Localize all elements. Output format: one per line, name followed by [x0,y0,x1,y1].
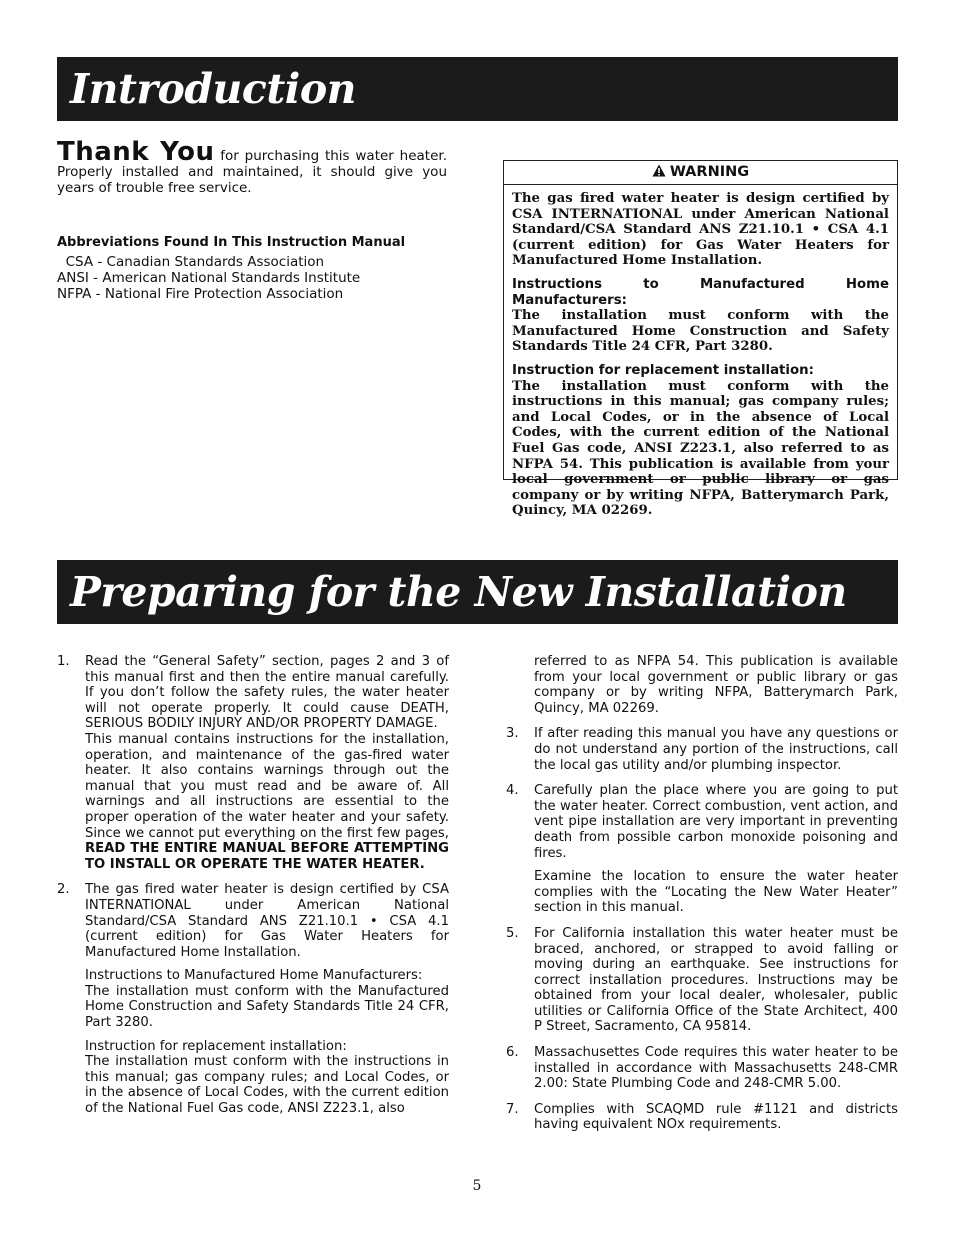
bold-instruction: READ THE ENTIRE MANUAL BEFORE ATTEMPTING TO INSTALL OR OPERATE THE WATER HEATER. [85,841,449,872]
warning-subheading: Instructions to Manufactured Home Manufacturers: [512,276,889,308]
preparing-heading: Preparing for the New Installation [57,560,898,624]
thank-you-paragraph [57,137,447,196]
list-item [506,926,898,1035]
intro-section [57,137,447,302]
warning-paragraph [512,363,889,519]
right-column [506,654,898,1143]
introduction-heading: Introduction [57,57,898,121]
item-number: 6. [506,1045,519,1061]
item-text: Massachusettes Code requires this water heater to be installed in accordance with Massachusetts 248-CMR 2.00: State Plumbing Code and 248-CMR 5.00. [534,1045,898,1092]
warning-title [504,161,897,185]
page-number: 5 [472,1178,482,1194]
item-text: Instructions to Manufactured Home Manufacturers: The installation must conform with the Manufactured Home Construction and Safety Standards Title 24 CFR, Part 3280. [85,968,449,1031]
list-item [506,1102,898,1133]
item-text: Instruction for replacement installation: The installation must conform with the instructions in this manual; gas company rules; and Local Codes, or in the absence of Local Codes, with the current edition of the National Fuel Gas code, ANSI Z223.1, also [85,1038,449,1117]
warning-text: The installation must conform with the Manufactured Home Construction and Safety Standards Title 24 CFR, Part 3280. [512,308,889,355]
item-text: Read the “General Safety” section, pages 2 and 3 of this manual first and then the entire manual carefully. If you don’t follow the safety rules, the water heater will not operate properly. It could cause DEATH, SERIOUS BODILY INJURY AND/OR PROPERTY DAMAGE. [85,654,449,732]
item-text: This manual contains instructions for the installation, operation, and maintenance of the gas-fired water heater. It also contains warnings through out the manual that you must read and be aware of. All warnings and all instructions are essential to the proper operation of the water heater and your safety. Since we cannot put everything on the first few pages, READ THE ENTIRE MANUAL BEFORE ATTEMPTING TO INSTALL OR OPERATE THE WATER HEATER. [85,731,449,872]
abbreviation-item: CSA - Canadian Standards Association [57,254,325,270]
warning-text: The installation must conform with the instructions in this manual; gas company rules; and Local Codes, or in the absence of Local Codes, with the current edition of the National Fuel Gas code, ANSI Z223.1, also referred to as NFPA 54. This publication is available from your local government or public library or gas company or by writing NFPA, Batterymarch Park, Quincy, MA 02269. [512,378,889,519]
warning-box [503,160,898,519]
warning-paragraph [512,277,889,355]
item-text: For California installation this water heater must be braced, anchored, or strapped to avoid falling or moving during an earthquake. See instructions for correct installation procedures. Instructions may be obtained from your local dealer, wholesaler, public utilities or California Office of the State Architect, 400 P Street, Sacramento, CA 95814. [534,925,898,1035]
warning-title-text: WARNING [669,164,750,180]
item-number: 5. [506,925,519,941]
left-column [57,654,449,1127]
warning-paragraph: The gas fired water heater is design certified by CSA INTERNATIONAL under American National Standard/CSA Standard ANS Z21.10.1 • CSA 4.1 (current edition) for Gas Water Heaters for Manufactured Home Installation. [512,191,889,269]
item-continuation: referred to as NFPA 54. This publication is available from your local government or public library or gas company or by writing NFPA, Batterymarch Park, Quincy, MA 02269. [534,654,898,716]
item-number: 4. [506,783,519,799]
item-text: If after reading this manual you have any questions or do not understand any portion of the instructions, call the local gas utility and/or plumbing inspector. [534,726,898,773]
item-text: Examine the location to ensure the water heater complies with the “Locating the New Water Heater” section in this manual. [534,869,898,916]
item-number: 7. [506,1101,519,1117]
abbreviation-item: NFPA - National Fire Protection Association [57,286,344,302]
warning-body [504,185,897,519]
item-text: Complies with SCAQMD rule #1121 and districts having equivalent NOx requirements. [534,1101,898,1133]
list-item [57,654,449,872]
list-item [57,882,449,1116]
list-item [506,726,898,773]
thank-you-text: for purchasing this water heater. Properly installed and maintained, it should give you years of trouble free service. [57,148,447,196]
warning-subheading: Instruction for replacement installation: [512,362,814,378]
item-text: Carefully plan the place where you are going to put the water heater. Correct combustion, vent action, and vent pipe installation are very important in preventing death from possible carbon monoxide poisoning and fires. [534,783,898,861]
item-number: 3. [506,726,519,742]
thank-you-label: Thank You [57,137,215,167]
warning-triangle-icon [652,164,666,177]
abbreviation-item: ANSI - American National Standards Institute [57,270,361,286]
item-number: 1. [57,654,70,669]
abbreviations-block [57,235,447,302]
list-item [506,1045,898,1092]
item-text: The gas fired water heater is design certified by CSA INTERNATIONAL under American National Standard/CSA Standard ANS Z21.10.1 • CSA 4.1 (current edition) for Gas Water Heaters for Manufactured Home Installation. [85,882,449,960]
list-item [506,783,898,916]
abbreviations-heading: Abbreviations Found In This Instruction Manual [57,235,406,250]
item-number: 2. [57,882,70,898]
